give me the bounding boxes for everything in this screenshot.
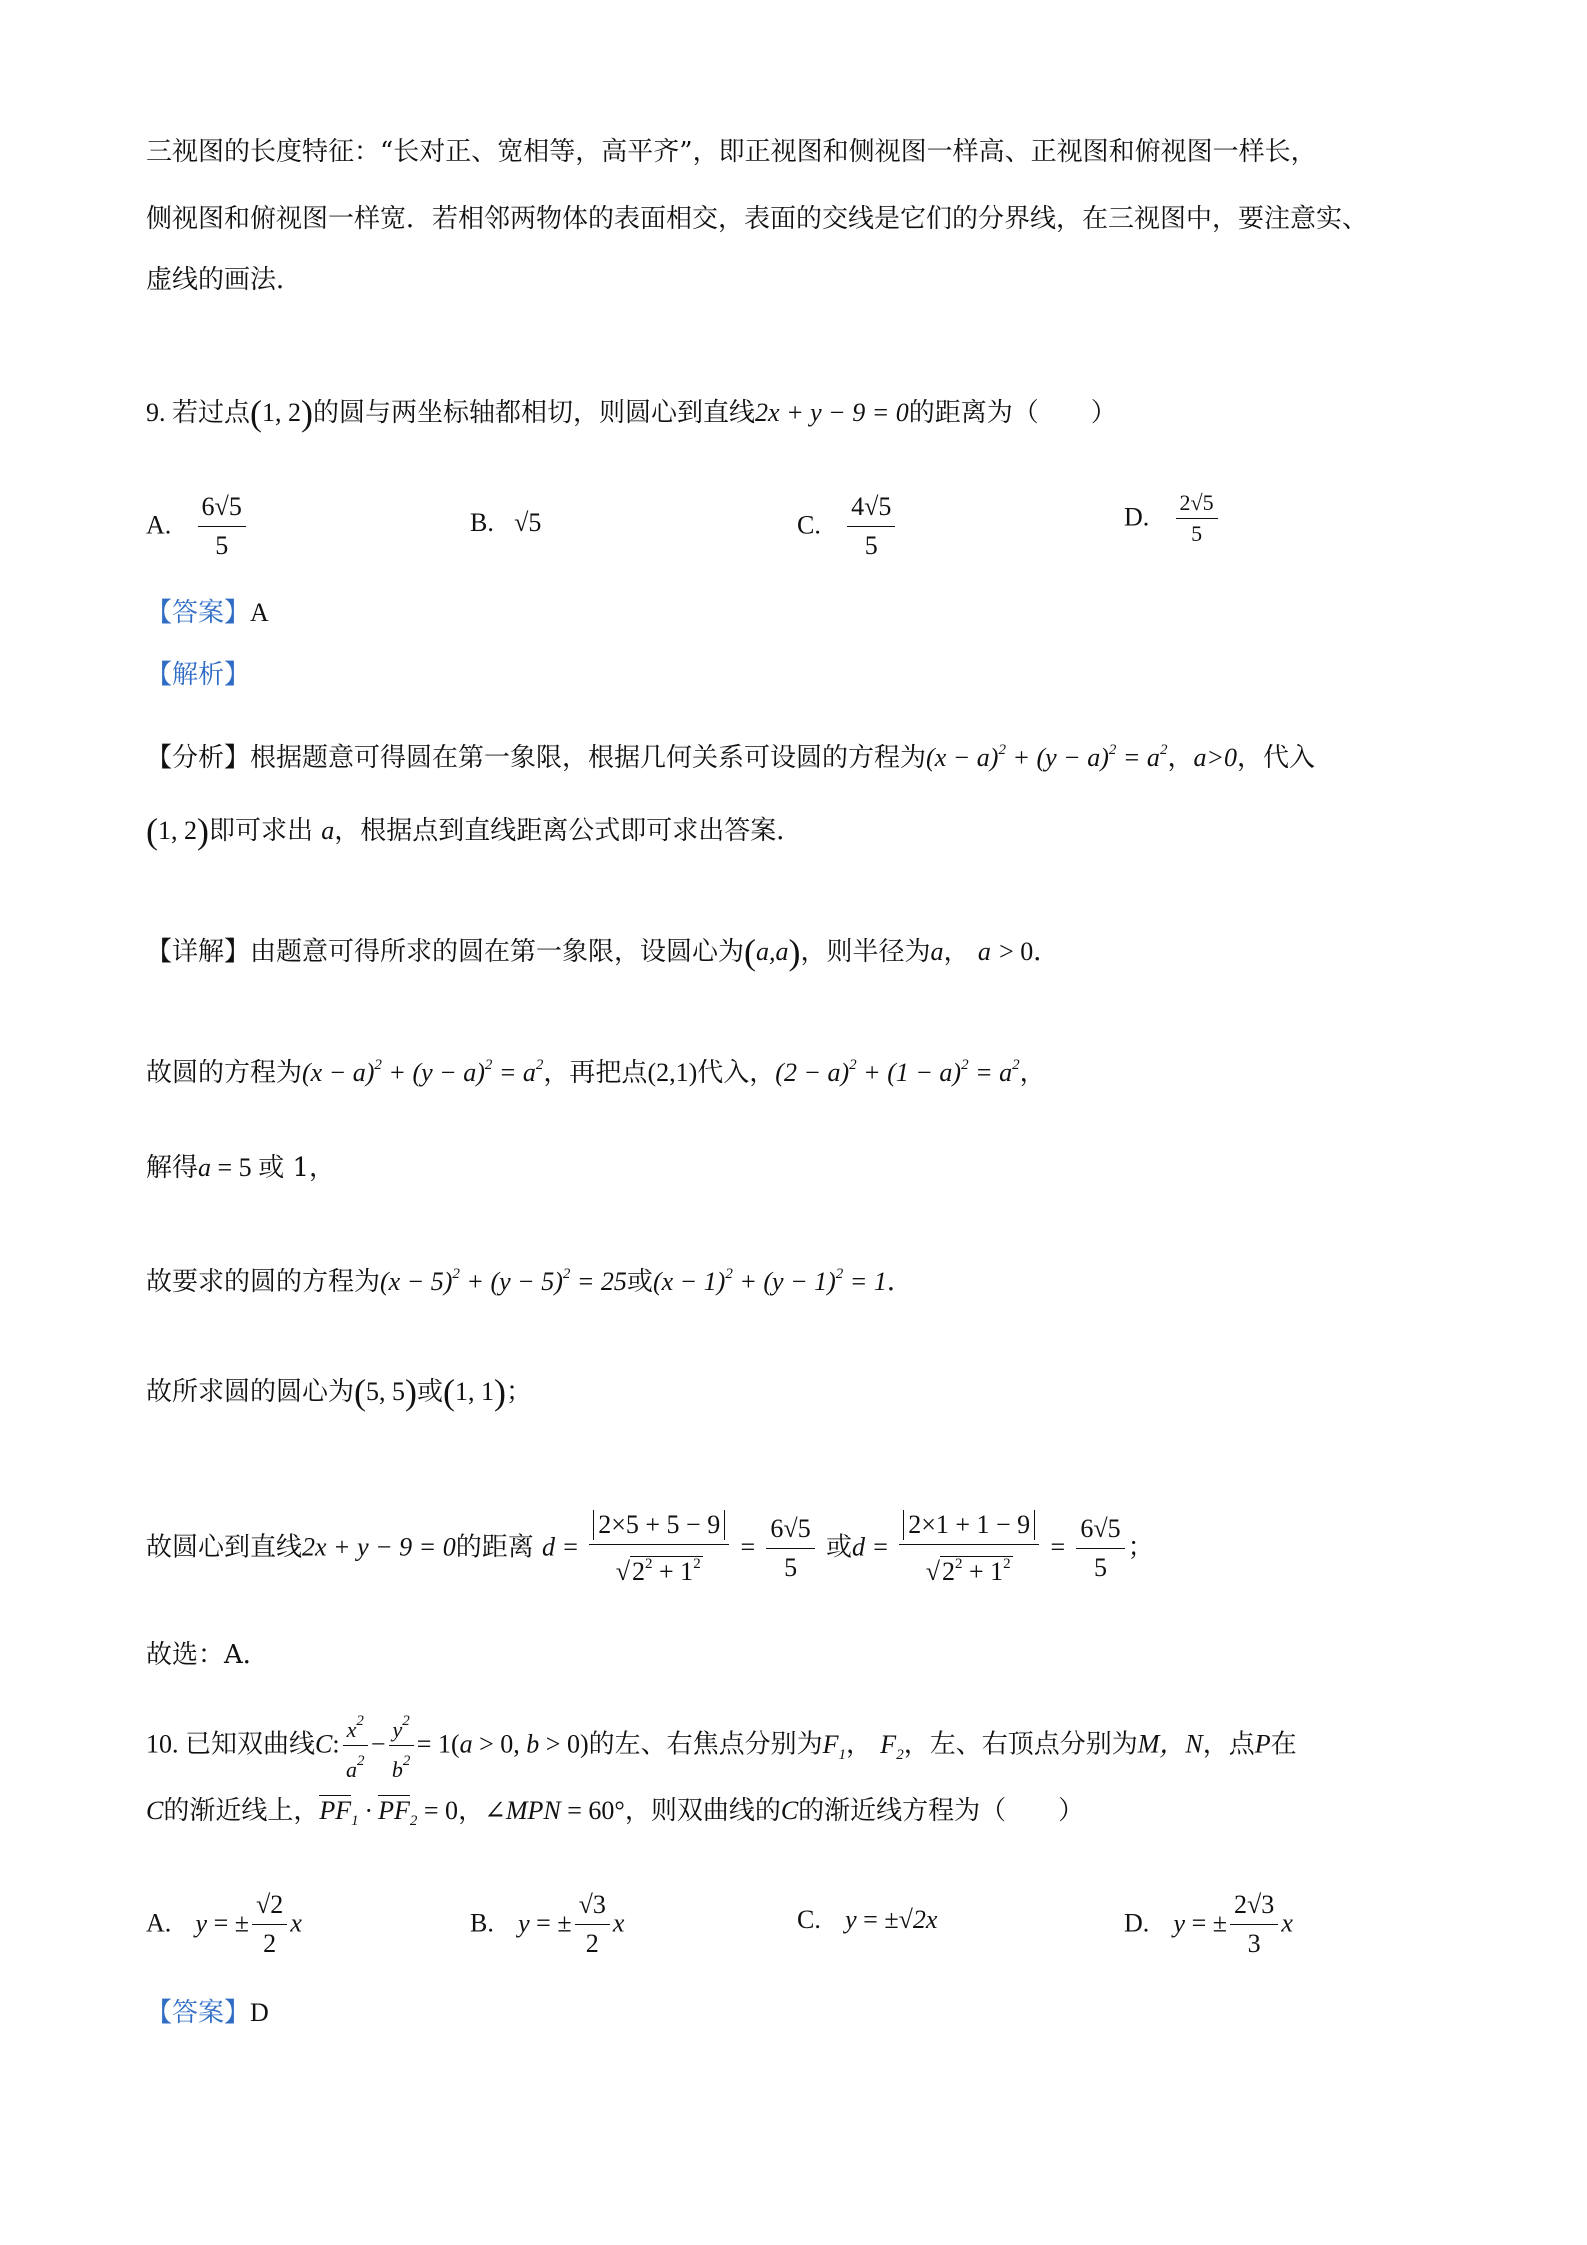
q9-step-3: 故要求的圆的方程为$(x - 5)^2 + (y - 5)^2 = 25$或$(x - 1)^2 + (y - 1)^2 = 1$． — [146, 1266, 913, 1297]
answer-tag: 【答案】 — [146, 1998, 251, 2028]
q9-answer: 【答案】A — [146, 598, 269, 628]
q9-analysis-tag: 【解析】 — [146, 660, 251, 690]
q9-step-5: 故圆心到直线2x + y − 9 = 0的距离 d = $\frac{2\times 5 + 5 - 9}{√2^2 + 1^2}$ = $\frac{6√5}{5}$ 或d = $\frac{2\times 1 + 1 - 9}{√2^2 + 1^2}$ = $\frac{6√5}{5}$ ； — [146, 1510, 1154, 1586]
answer-tag: 【答案】 — [146, 598, 251, 628]
q9-line-equation: 2x + y − 9 = 0 — [755, 398, 909, 427]
intro-line-2: 侧视图和俯视图一样宽．若相邻两物体的表面相交，表面的交线是它们的分界线，在三视图中，要注意实、 — [146, 204, 1369, 234]
q10-number: 10. — [146, 1729, 185, 1759]
q10-stem-line-1: 10. 已知双曲线C: $\frac{x^2}{a^2}$ − $\frac{y^2}{b^2}$ = 1(a > 0, b > 0)的左、右焦点分别为$F_1$， $F_2$，左、右顶点分别为M，N，点P在 — [146, 1708, 1297, 1783]
q10-option-b[interactable]: B. y = ± $\frac{√3}{2}$ x — [470, 1890, 625, 1958]
q9-final: 故选：A． — [146, 1640, 269, 1670]
intro-line-1: 三视图的长度特征：“长对正、宽相等，高平齐”，即正视图和侧视图一样高、正视图和俯视图一样长， — [146, 137, 1317, 167]
q9-step-1: 故圆的方程为$(x - a)^2 + (y - a)^2 = a^2$，再把点(2,1)代入，$(2 - a)^2 + (1 - a)^2 = a^2$， — [146, 1057, 1046, 1088]
q10-option-c[interactable]: C. y = ±√2x — [797, 1905, 938, 1934]
q9-fenxi-line-1: 【分析】根据题意可得圆在第一象限，根据几何关系可设圆的方程为$(x - a)^2 + (y - a)^2 = a^2$，a>0，代入 — [146, 742, 1316, 773]
q9-number: 9. — [146, 398, 172, 427]
q10-option-a[interactable]: A. y = ± $\frac{√2}{2}$ x — [146, 1890, 302, 1958]
q9-option-c[interactable]: C. $\frac{4√5}{5}$ — [797, 490, 898, 563]
q9-option-d[interactable]: D. $\frac{2√5}{5}$ — [1124, 490, 1221, 547]
q10-stem-line-2: C的渐近线上，$PF_1 \cdot PF_2 = 0$，∠MPN = 60°，则双曲线的C的渐近线方程为（ ） — [146, 1796, 1085, 1829]
q9-option-a[interactable]: A. $\frac{6√5}{5}$ — [146, 490, 249, 563]
intro-line-3: 虚线的画法． — [146, 265, 303, 295]
q9-step-4: 故所求圆的圆心为(5, 5)或(1, 1)； — [146, 1372, 533, 1412]
q9-fenxi-line-2: (1, 2)即可求出 a，根据点到直线距离公式即可求出答案． — [146, 811, 803, 851]
q9-step-2: 解得a = 5 或 1， — [146, 1153, 335, 1183]
q10-option-d[interactable]: D. y = ± $\frac{2√3}{3}$ x — [1124, 1890, 1293, 1958]
q9-xiangjie: 【详解】由题意可得所求的圆在第一象限，设圆心为(a,a)，则半径为a， a > 0． — [146, 932, 1060, 972]
q9-option-b[interactable]: B. √5 — [470, 508, 542, 537]
q9-stem: 9. 若过点(1, 2)的圆与两坐标轴都相切，则圆心到直线2x + y − 9 = 0的距离为（ ） — [146, 393, 1117, 433]
q10-answer: 【答案】D — [146, 1998, 269, 2028]
